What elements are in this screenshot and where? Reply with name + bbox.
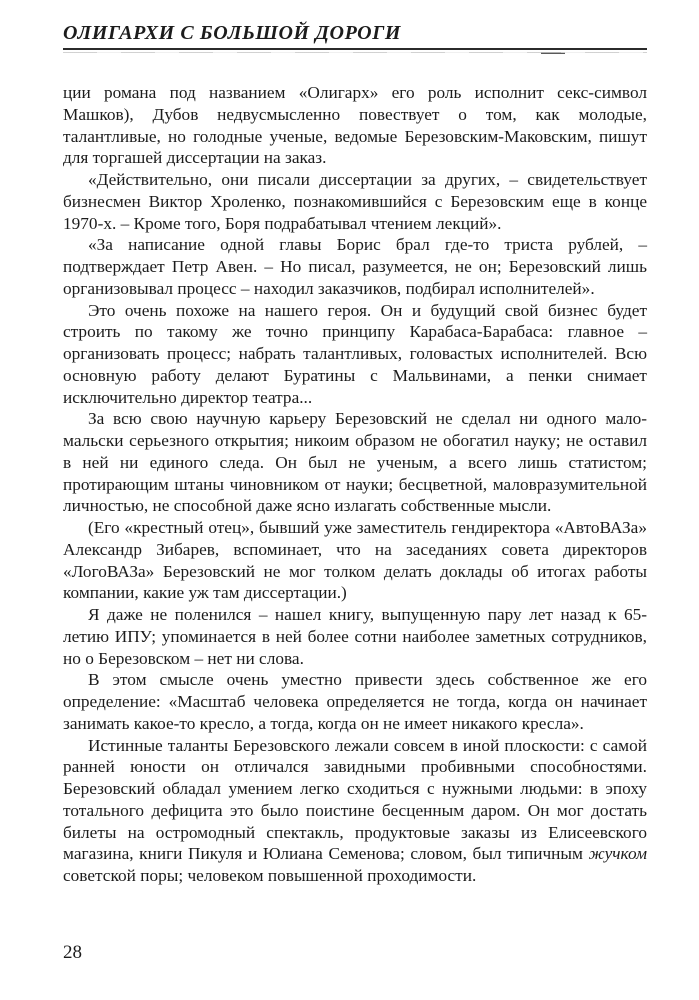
paragraph <box>63 517 647 604</box>
paragraph <box>63 408 647 517</box>
paragraph <box>63 169 647 234</box>
paragraph <box>63 735 647 887</box>
text-run: «За написание одной главы Борис брал где-то триста рублей, – подтверждает Петр Авен. – Но писал, разумеется, не он; Березовский лишь организовывал процесс – находил заказчиков, подбирал исполнителей». <box>63 235 647 298</box>
text-run: Я даже не поленился – нашел книгу, выпущенную пару лет назад к 65-летию ИПУ; упоминается в ней более сотни наиболее заметных сотрудников, но о Березовском – нет ни слова. <box>63 605 647 668</box>
header-rule-artifact <box>63 52 647 53</box>
text-run: Это очень похоже на нашего героя. Он и будущий свой бизнес будет строить по такому же точно принципу Карабаса-Барабаса: главное – организовать процесс; набрать талантливых, головастых исполнителей. Всю основную работу делают Буратины с Мальвинами, а пенки снимает исключительно директор театра... <box>63 300 647 407</box>
page-number: 28 <box>63 942 82 963</box>
text-run: советской поры; человеком повышенной проходимости. <box>63 866 477 885</box>
text-run: За всю свою научную карьеру Березовский не сделал ни одного мало-мальски серьезного открытия; никоим образом не обогатил науку; не оставил в ней ни единого следа. Он был не ученым, а всего лишь статистом; протирающим штаны чиновником от науки; бесцветной, маловразумительной личностью, не способной даже ясно излагать собственные мысли. <box>63 409 647 516</box>
text-run: В этом смысле очень уместно привести здесь собственное же его определение: «Масштаб человека определяется не тогда, когда он начинает занимать какое-то кресло, а тогда, когда он не имеет никакого кресла». <box>63 670 647 733</box>
paragraph <box>63 669 647 734</box>
paragraph <box>63 234 647 299</box>
text-run: (Его «крестный отец», бывший уже заместитель гендиректора «АвтоВАЗа» Александр Зибарев, вспоминает, что на заседаниях совета директоров «ЛогоВАЗа» Березовский не мог толком делать доклады об итогах работы компании, какие уж там диссертации.) <box>63 518 647 603</box>
body-text <box>63 82 647 887</box>
italic-run: жучком <box>588 844 647 864</box>
text-run: ции романа под названием «Олигарх» его роль исполнит секс-символ Машков), Дубов недвусмысленно повествует о том, как молодые, талантливые, но голодные ученые, ведомые Березовским-Маковским, пишут для торгашей диссертации на заказ. <box>63 83 647 168</box>
page-content <box>63 22 647 887</box>
paragraph <box>63 300 647 409</box>
paragraph <box>63 604 647 669</box>
running-header-title: ОЛИГАРХИ С БОЛЬШОЙ ДОРОГИ <box>63 22 402 44</box>
running-header <box>63 22 647 50</box>
paragraph <box>63 82 647 169</box>
text-run: Истинные таланты Березовского лежали совсем в иной плоскости: с самой ранней юности он отличался завидными пробивными способностями. Березовский обладал умением легко сходиться с нужными людьми: в эпоху тотального дефицита это было поистине бесценным даром. Он мог достать билеты на остромодный спектакль, продуктовые заказы из Елисеевского магазина, книги Пикуля и Юлиана Семенова; словом, был типичным <box>63 735 647 864</box>
text-run: «Действительно, они писали диссертации за других, – свидетельствует бизнесмен Виктор Хроленко, познакомившийся с Березовским еще в конце 1970-х. – Кроме того, Боря подрабатывал чтением лекций». <box>63 170 647 233</box>
